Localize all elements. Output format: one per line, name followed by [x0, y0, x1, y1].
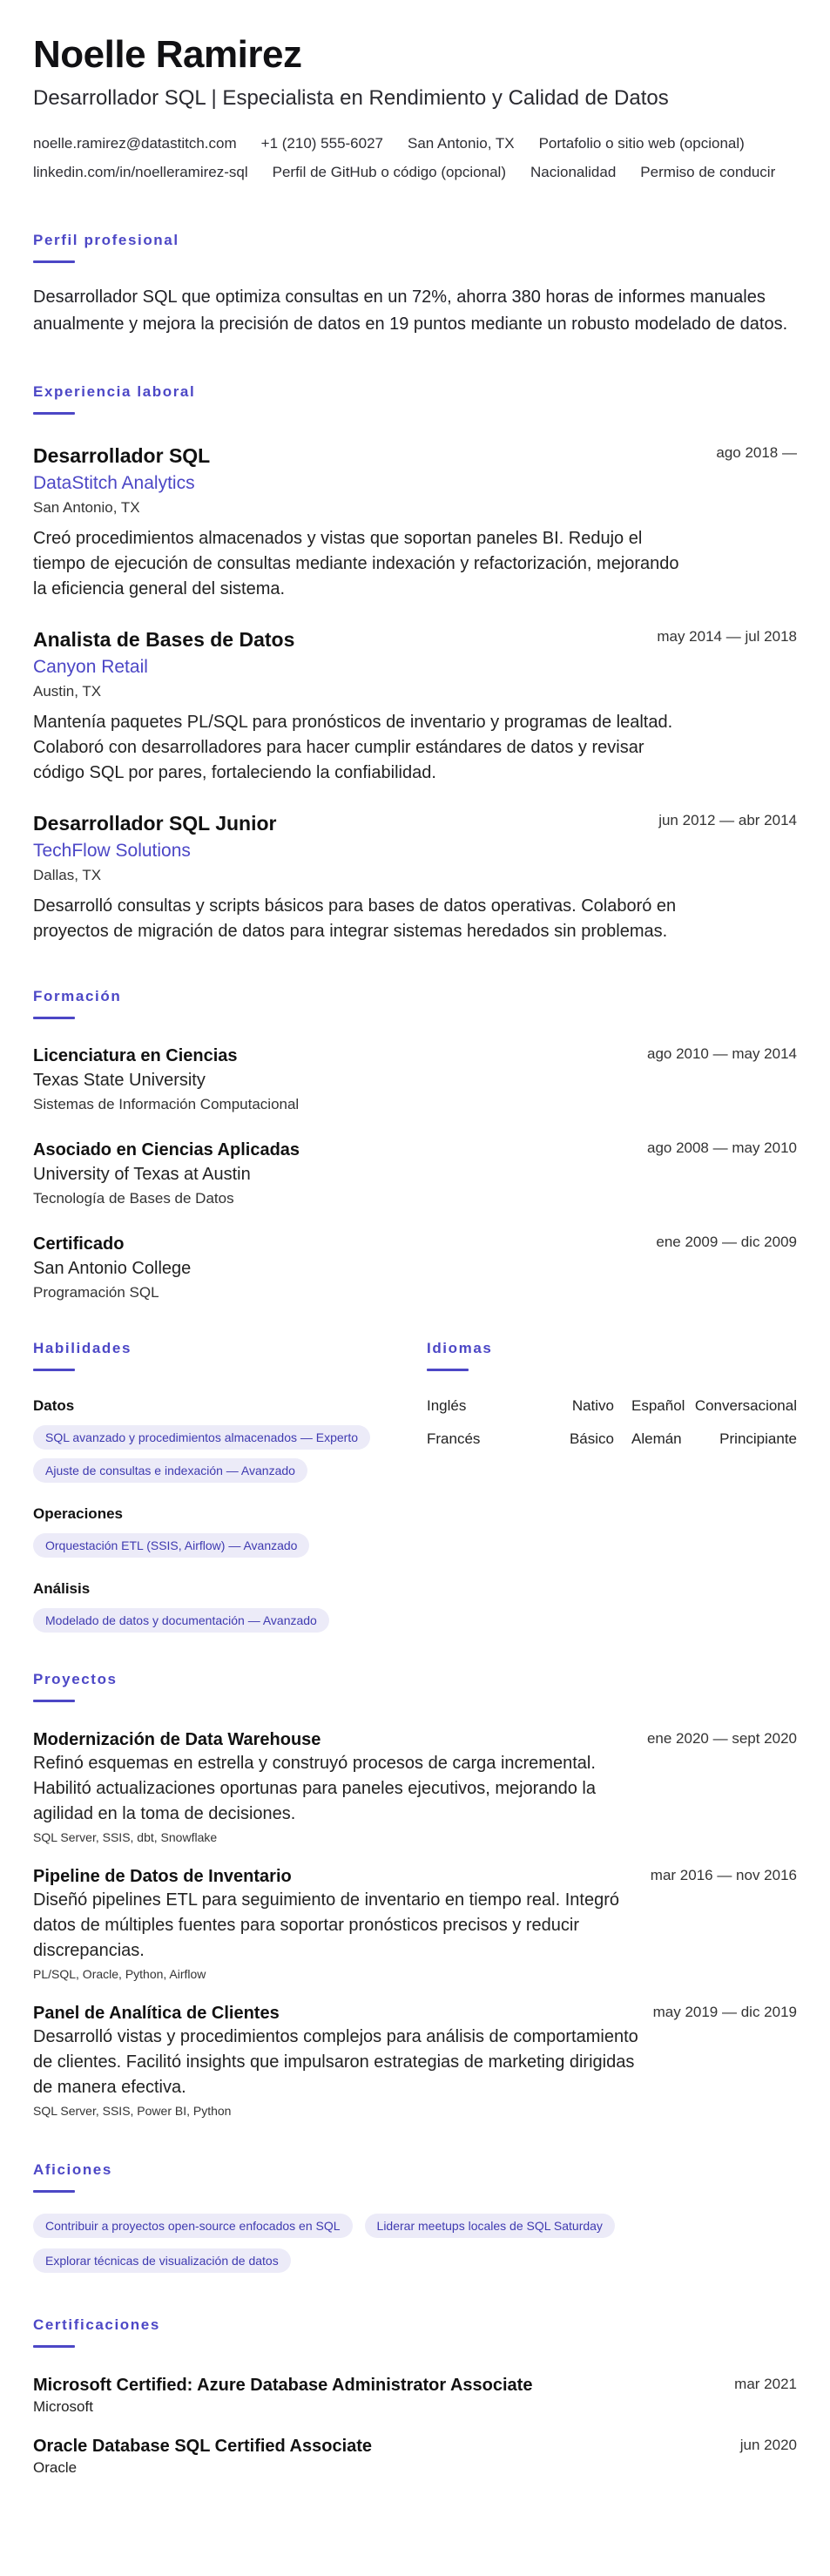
certification-name: Oracle Database SQL Certified Associate: [33, 2437, 373, 2456]
education-school: Texas State University: [33, 1071, 206, 1090]
education-degree: Asociado en Ciencias Aplicadas: [33, 1140, 300, 1160]
education-entry: [33, 1232, 797, 1305]
skill-chip: Modelado de datos y documentación — Avanzado: [33, 1608, 329, 1633]
project-title: Pipeline de Datos de Inventario: [33, 1867, 292, 1886]
job-location: San Antonio, TX: [33, 499, 140, 516]
language-name: Alemán: [631, 1430, 682, 1447]
job-dates: jun 2012 — abr 2014: [658, 812, 797, 828]
section-title: Formación: [33, 988, 122, 1004]
resume-header: [33, 33, 797, 186]
certification-date: jun 2020: [739, 2437, 797, 2453]
skill-category: Datos: [33, 1397, 75, 1414]
language-name: Español: [631, 1397, 685, 1414]
job-title: Desarrollador SQL Junior: [33, 812, 277, 835]
job-description: Creó procedimientos almacenados y vistas que soportan paneles BI. Redujo el tiempo de ejecución de consultas mediante indexación y refactorización, mejorando la eficiencia general del sistema.: [33, 529, 679, 598]
certifications-section: [33, 2316, 797, 2478]
project-dates: mar 2016 — nov 2016: [650, 1867, 797, 1883]
candidate-name: Noelle Ramirez: [33, 33, 302, 76]
summary-text: Desarrollador SQL que optimiza consultas en un 72%, ahorra 380 horas de informes manuales anualmente y mejora la precisión de datos en 19 puntos mediante un robusto modelado de datos.: [33, 287, 788, 334]
project-description: Diseñó pipelines ETL para seguimiento de inventario en tiempo real. Integró datos de múltiples fuentes para soportar pronósticos precisos y reducir discrepancias.: [33, 1890, 619, 1960]
contact-phone[interactable]: +1 (210) 555-6027: [260, 135, 383, 152]
job-company: TechFlow Solutions: [33, 841, 191, 861]
education-school: University of Texas at Austin: [33, 1165, 251, 1184]
job-title: Desarrollador SQL: [33, 444, 211, 467]
language-level: Nativo: [571, 1397, 614, 1414]
contact-nationality: Nacionalidad: [530, 164, 617, 180]
contact-driving-license: Permiso de conducir: [640, 164, 776, 180]
experience-section: [33, 383, 797, 944]
skill-chips: [33, 1425, 416, 1483]
project-title: Panel de Analítica de Clientes: [33, 2004, 280, 2023]
language-level: Básico: [569, 1430, 614, 1447]
education-field: Programación SQL: [33, 1284, 159, 1301]
section-title: Certificaciones: [33, 2316, 160, 2333]
education-degree: Certificado: [33, 1234, 125, 1254]
job-dates: ago 2018 —: [716, 444, 797, 461]
skill-chip: Orquestación ETL (SSIS, Airflow) — Avanzado: [33, 1533, 309, 1558]
skills-section: [33, 1340, 427, 1633]
contact-linkedin[interactable]: linkedin.com/in/noelleramirez-sql: [33, 164, 248, 180]
skills-languages-row: [33, 1340, 797, 1633]
contact-email[interactable]: noelle.ramirez@datastitch.com: [33, 135, 237, 152]
languages-section: [427, 1340, 797, 1633]
project-dates: may 2019 — dic 2019: [652, 2004, 797, 2020]
education-entry: [33, 1044, 797, 1117]
contact-location: San Antonio, TX: [408, 135, 515, 152]
job-dates: may 2014 — jul 2018: [657, 628, 797, 645]
language-row: [427, 1430, 797, 1448]
job-company: Canyon Retail: [33, 657, 148, 677]
language-name: Inglés: [427, 1397, 467, 1414]
skill-category: Análisis: [33, 1580, 91, 1597]
section-divider: [427, 1369, 469, 1371]
section-title: Idiomas: [427, 1340, 493, 1356]
certification-entry: [33, 2435, 797, 2478]
project-description: Refinó esquemas en estrella y construyó procesos de carga incremental. Habilitó actualizaciones oportunas para paneles ejecutivos, mejorando la agilidad en la toma de decisiones.: [33, 1754, 596, 1823]
hobby-chips: [33, 2214, 765, 2273]
section-divider: [33, 260, 75, 263]
hobby-chip: Explorar técnicas de visualización de datos: [33, 2248, 291, 2273]
section-title: Aficiones: [33, 2161, 112, 2178]
job-location: Austin, TX: [33, 683, 102, 700]
certification-name: Microsoft Certified: Azure Database Administrator Associate: [33, 2376, 533, 2395]
project-entry: [33, 2002, 797, 2118]
education-degree: Licenciatura en Ciencias: [33, 1046, 238, 1065]
skill-chip: Ajuste de consultas e indexación — Avanzado: [33, 1458, 307, 1483]
skill-chips: [33, 1533, 416, 1558]
project-entry: [33, 1728, 797, 1844]
skill-chips: [33, 1608, 416, 1633]
project-dates: ene 2020 — sept 2020: [646, 1730, 797, 1747]
section-title: Experiencia laboral: [33, 383, 196, 400]
hobby-chip: Liderar meetups locales de SQL Saturday: [365, 2214, 615, 2238]
job-company: DataStitch Analytics: [33, 473, 195, 493]
education-field: Tecnología de Bases de Datos: [33, 1190, 234, 1207]
education-dates: ago 2010 — may 2014: [646, 1045, 797, 1062]
hobbies-section: [33, 2161, 797, 2273]
project-description: Desarrolló vistas y procedimientos complejos para análisis de comportamiento de clientes. Facilitó insights que impulsaron estrategias de marketing dirigidas de manera efectiva.: [33, 2027, 638, 2097]
project-tech: SQL Server, SSIS, dbt, Snowflake: [33, 1830, 218, 1844]
job-location: Dallas, TX: [33, 867, 102, 883]
education-dates: ago 2008 — may 2010: [646, 1139, 797, 1156]
summary-section: [33, 232, 797, 338]
languages-table: [427, 1397, 797, 1448]
job-title: Analista de Bases de Datos: [33, 628, 295, 651]
section-divider: [33, 1017, 75, 1019]
contact-list: [33, 129, 800, 186]
section-title: Proyectos: [33, 1671, 118, 1687]
language-name: Francés: [427, 1430, 481, 1447]
section-divider: [33, 1369, 75, 1371]
project-entry: [33, 1865, 797, 1981]
hobby-chip: Contribuir a proyectos open-source enfocados en SQL: [33, 2214, 353, 2238]
skill-category: Operaciones: [33, 1505, 123, 1522]
candidate-headline: Desarrollador SQL | Especialista en Rendimiento y Calidad de Datos: [33, 86, 669, 110]
section-title: Perfil profesional: [33, 232, 179, 248]
language-row: [427, 1397, 797, 1415]
section-divider: [33, 2190, 75, 2193]
language-level: Conversacional: [694, 1397, 797, 1414]
certification-date: mar 2021: [734, 2376, 797, 2392]
education-school: San Antonio College: [33, 1259, 192, 1278]
education-field: Sistemas de Información Computacional: [33, 1096, 300, 1112]
certification-issuer: Oracle: [33, 2459, 78, 2476]
certification-entry: [33, 2374, 797, 2417]
skill-chip: SQL avanzado y procedimientos almacenados — Experto: [33, 1425, 370, 1450]
section-title: Habilidades: [33, 1340, 132, 1356]
contact-portfolio[interactable]: Portafolio o sitio web (opcional): [538, 135, 745, 152]
job-description: Mantenía paquetes PL/SQL para pronósticos de inventario y programas de lealtad. Colaboró con desarrolladores para hacer cumplir estándares de datos y revisar código SQL por pares, fortaleciendo la confiabilidad.: [33, 713, 673, 782]
job-description: Desarrolló consultas y scripts básicos para bases de datos operativas. Colaboró en proyectos de migración de datos para integrar sistemas heredados sin problemas.: [33, 896, 677, 941]
section-divider: [33, 1700, 75, 1702]
job-entry: [33, 810, 797, 944]
job-entry: [33, 626, 797, 786]
certification-issuer: Microsoft: [33, 2398, 93, 2415]
project-tech: PL/SQL, Oracle, Python, Airflow: [33, 1967, 206, 1981]
contact-github[interactable]: Perfil de GitHub o código (opcional): [272, 164, 506, 180]
job-entry: [33, 443, 797, 602]
section-divider: [33, 2345, 75, 2348]
project-tech: SQL Server, SSIS, Power BI, Python: [33, 2104, 232, 2118]
project-title: Modernización de Data Warehouse: [33, 1730, 321, 1749]
section-divider: [33, 412, 75, 415]
education-entry: [33, 1138, 797, 1211]
education-dates: ene 2009 — dic 2009: [656, 1234, 797, 1250]
projects-section: [33, 1671, 797, 2118]
education-section: [33, 988, 797, 1305]
language-level: Principiante: [719, 1430, 797, 1447]
